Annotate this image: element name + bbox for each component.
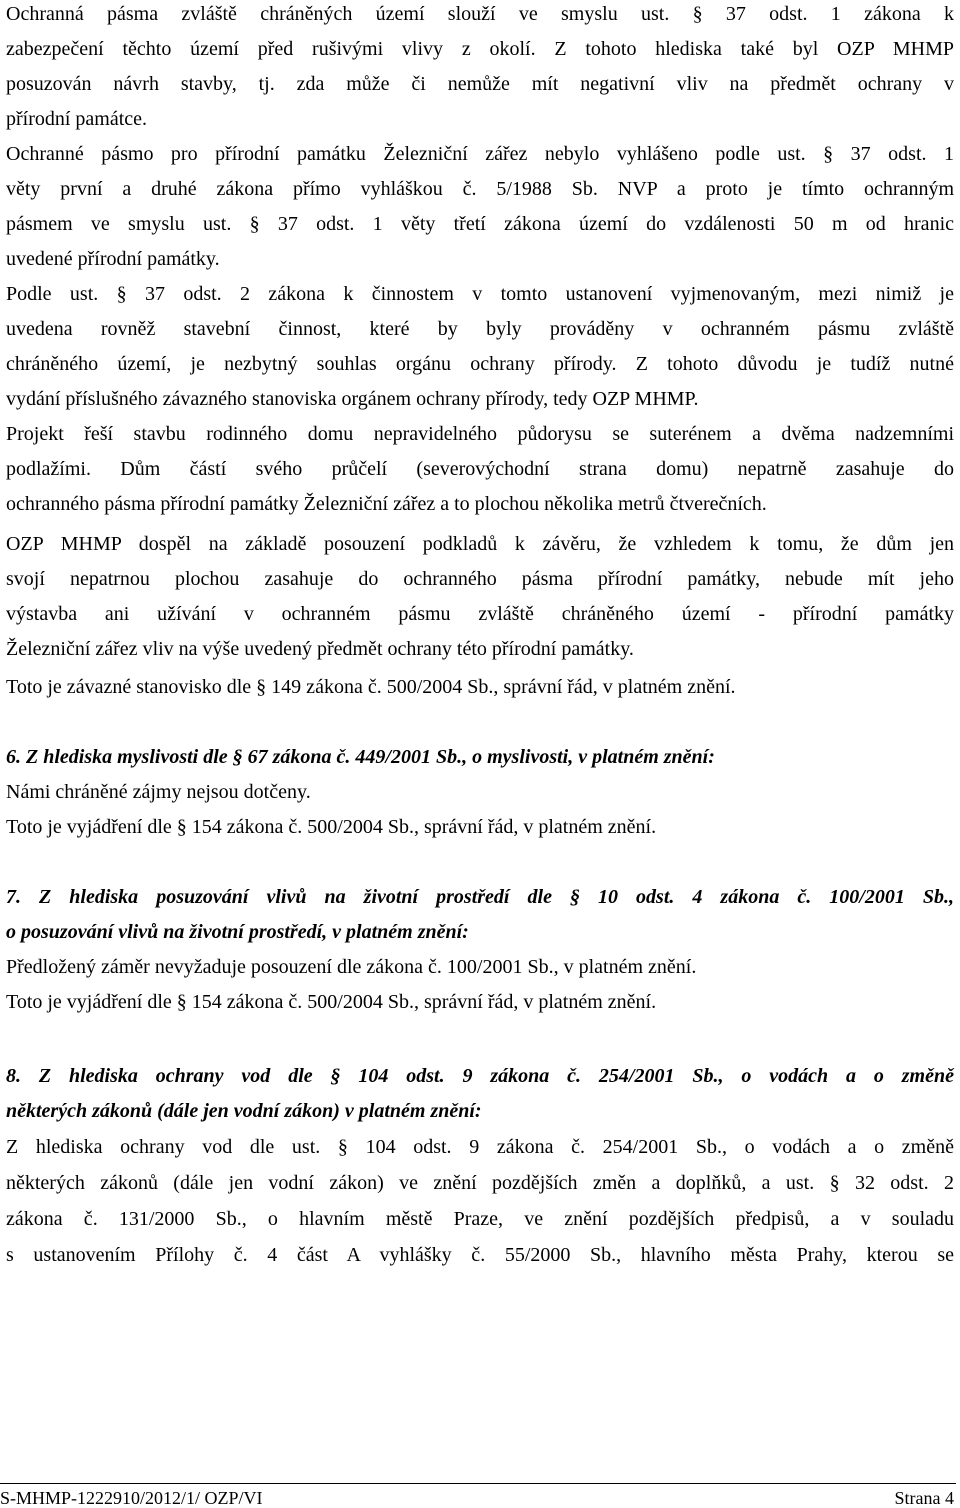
section-line: Toto je vyjádření dle § 154 zákona č. 500/2004 Sb., správní řád, v platném znění.: [6, 816, 657, 838]
paragraph-line: uvedené přírodní památky.: [6, 248, 220, 270]
paragraph-line: věty první a druhé zákona přímo vyhláškou č. 5/1988 Sb. NVP a proto je tímto ochranným: [6, 178, 954, 200]
paragraph-line: pásmem ve smyslu ust. § 37 odst. 1 věty třetí zákona území do vzdálenosti 50 m od hranic: [6, 213, 954, 235]
section-line: Námi chráněné zájmy nejsou dotčeny.: [6, 781, 311, 803]
paragraph-line: výstavba ani užívání v ochranném pásmu zvláště chráněného území - přírodní památky: [6, 603, 954, 625]
paragraph-line: přírodní památce.: [6, 108, 148, 130]
paragraph-line: chráněného území, je nezbytný souhlas orgánu ochrany přírody. Z tohoto důvodu je tudíž nutné: [6, 353, 954, 375]
paragraph-line: uvedena rovněž stavební činnost, které by byly prováděny v ochranném pásmu zvláště: [6, 318, 954, 340]
paragraph-line: Toto je závazné stanovisko dle § 149 zákona č. 500/2004 Sb., správní řád, v platném znění.: [6, 676, 736, 698]
paragraph-line: Podle ust. § 37 odst. 2 zákona k činnostem v tomto ustanovení vyjmenovaným, mezi nimiž je: [6, 283, 954, 305]
paragraph-line: zabezpečení těchto území před rušivými vlivy z okolí. Z tohoto hlediska také byl OZP MHMP: [6, 38, 954, 60]
paragraph-line: Projekt řeší stavbu rodinného domu nepravidelného půdorysu se suterénem a dvěma nadzemními: [6, 423, 954, 445]
section-heading: o posuzování vlivů na životní prostředí, v platném znění:: [6, 921, 469, 943]
paragraph-line: Železniční zářez vliv na výše uvedený předmět ochrany této přírodní památky.: [6, 638, 634, 660]
section-line: Toto je vyjádření dle § 154 zákona č. 500/2004 Sb., správní řád, v platném znění.: [6, 991, 657, 1013]
paragraph-line: podlažími. Dům částí svého průčelí (severovýchodní strana domu) nepatrně zasahuje do: [6, 458, 954, 480]
section-line: Z hlediska ochrany vod dle ust. § 104 odst. 9 zákona č. 254/2001 Sb., o vodách a o změně: [6, 1136, 954, 1158]
paragraph-line: Ochranná pásma zvláště chráněných území slouží ve smyslu ust. § 37 odst. 1 zákona k: [6, 3, 954, 25]
section-heading: některých zákonů (dále jen vodní zákon) v platném znění:: [6, 1100, 482, 1122]
paragraph-line: svojí nepatrnou plochou zasahuje do ochranného pásma přírodní památky, nebude mít jeho: [6, 568, 954, 590]
footer-divider: [0, 1483, 956, 1484]
footer-reference: S-MHMP-1222910/2012/1/ OZP/VI: [0, 1488, 263, 1508]
paragraph-line: OZP MHMP dospěl na základě posouzení podkladů k závěru, že vzhledem k tomu, že dům jen: [6, 533, 954, 555]
section-heading: 7. Z hlediska posuzování vlivů na životní prostředí dle § 10 odst. 4 zákona č. 100/2001 Sb.,: [6, 886, 954, 908]
paragraph-line: Ochranné pásmo pro přírodní památku Železniční zářez nebylo vyhlášeno podle ust. § 37 odst. 1: [6, 143, 954, 165]
paragraph-line: ochranného pásma přírodní památky Železniční zářez a to plochou několika metrů čtverečních.: [6, 493, 767, 515]
section-line: s ustanovením Přílohy č. 4 část A vyhlášky č. 55/2000 Sb., hlavního města Prahy, kterou se: [6, 1244, 954, 1266]
paragraph-line: posuzován návrh stavby, tj. zda může či nemůže mít negativní vliv na předmět ochrany v: [6, 73, 954, 95]
section-line: zákona č. 131/2000 Sb., o hlavním městě Praze, ve znění pozdějších předpisů, a v souladu: [6, 1208, 954, 1230]
section-heading: 8. Z hlediska ochrany vod dle § 104 odst. 9 zákona č. 254/2001 Sb., o vodách a o změně: [6, 1065, 954, 1087]
footer-page-number: Strana 4: [894, 1488, 954, 1508]
section-heading: 6. Z hlediska myslivosti dle § 67 zákona č. 449/2001 Sb., o myslivosti, v platném znění:: [6, 746, 715, 768]
section-line: Předložený záměr nevyžaduje posouzení dle zákona č. 100/2001 Sb., v platném znění.: [6, 956, 697, 978]
paragraph-line: vydání příslušného závazného stanoviska orgánem ochrany přírody, tedy OZP MHMP.: [6, 388, 699, 410]
section-line: některých zákonů (dále jen vodní zákon) ve znění pozdějších změn a doplňků, a ust. § 32 odst. 2: [6, 1172, 954, 1194]
